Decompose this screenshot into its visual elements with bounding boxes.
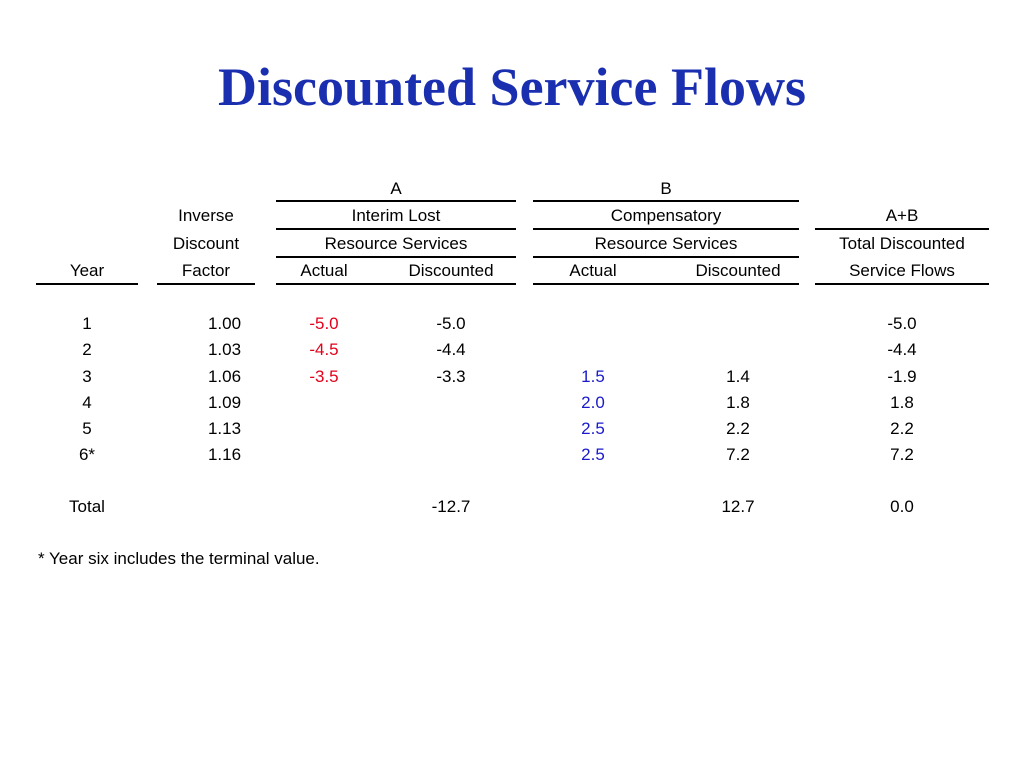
rule-a-sub2 xyxy=(276,256,516,258)
header-b-line1: Compensatory xyxy=(610,206,722,225)
cell-a-discounted: -4.4 xyxy=(436,340,466,359)
header-a-line2: Resource Services xyxy=(324,234,468,253)
rule-a-bottom xyxy=(276,283,516,285)
cell-b-actual: 2.5 xyxy=(581,419,605,438)
header-year: Year xyxy=(69,261,105,280)
cell-year: 1 xyxy=(82,314,92,333)
totals-b-discounted: 12.7 xyxy=(721,497,755,516)
rule-b-bottom xyxy=(533,283,799,285)
header-ab-line3: Service Flows xyxy=(849,261,955,280)
cell-b-actual: 1.5 xyxy=(581,367,605,386)
cell-factor: 1.03 xyxy=(207,340,242,359)
cell-total: 2.2 xyxy=(890,419,914,438)
header-b-discounted: Discounted xyxy=(695,261,781,280)
header-inverse: Inverse xyxy=(178,206,234,225)
rule-b-sub xyxy=(533,228,799,230)
cell-year: 5 xyxy=(82,419,92,438)
header-b-line2: Resource Services xyxy=(594,234,738,253)
cell-factor: 1.06 xyxy=(207,367,242,386)
header-a-actual: Actual xyxy=(300,261,348,280)
group-b-label: B xyxy=(660,179,672,198)
cell-total: 7.2 xyxy=(890,445,914,464)
cell-a-actual: -4.5 xyxy=(309,340,339,359)
cell-factor: 1.09 xyxy=(207,393,242,412)
cell-factor: 1.13 xyxy=(207,419,242,438)
footnote: * Year six includes the terminal value. xyxy=(38,549,320,568)
cell-b-discounted: 1.4 xyxy=(726,367,750,386)
cell-factor: 1.00 xyxy=(207,314,242,333)
rule-year xyxy=(36,283,138,285)
cell-a-actual: -3.5 xyxy=(309,367,339,386)
cell-year: 6* xyxy=(78,445,96,464)
totals-total: 0.0 xyxy=(890,497,914,516)
cell-factor: 1.16 xyxy=(207,445,242,464)
rule-factor xyxy=(157,283,255,285)
cell-total: 1.8 xyxy=(890,393,914,412)
header-discount: Discount xyxy=(172,234,240,253)
group-a-label: A xyxy=(390,179,402,198)
rule-b-sub2 xyxy=(533,256,799,258)
rule-ab-bottom xyxy=(815,283,989,285)
cell-b-actual: 2.5 xyxy=(581,445,605,464)
header-a-discounted: Discounted xyxy=(408,261,494,280)
rule-group-b xyxy=(533,200,799,202)
cell-total: -4.4 xyxy=(887,340,917,359)
header-ab-line1: A+B xyxy=(885,206,919,225)
header-factor: Factor xyxy=(181,261,231,280)
cell-total: -5.0 xyxy=(887,314,917,333)
cell-year: 4 xyxy=(82,393,92,412)
page-title: Discounted Service Flows xyxy=(218,57,806,117)
cell-a-discounted: -3.3 xyxy=(436,367,466,386)
rule-ab-sub xyxy=(815,228,989,230)
header-ab-line2: Total Discounted xyxy=(839,234,965,253)
rule-a-sub xyxy=(276,228,516,230)
rule-group-a xyxy=(276,200,516,202)
header-a-line1: Interim Lost xyxy=(351,206,441,225)
cell-year: 2 xyxy=(82,340,92,359)
header-b-actual: Actual xyxy=(569,261,617,280)
cell-a-discounted: -5.0 xyxy=(436,314,466,333)
cell-b-actual: 2.0 xyxy=(581,393,605,412)
cell-total: -1.9 xyxy=(887,367,917,386)
cell-b-discounted: 2.2 xyxy=(726,419,750,438)
cell-b-discounted: 7.2 xyxy=(726,445,750,464)
totals-label: Total xyxy=(69,497,105,516)
cell-a-actual: -5.0 xyxy=(309,314,339,333)
cell-b-discounted: 1.8 xyxy=(726,393,750,412)
totals-a-discounted: -12.7 xyxy=(431,497,471,516)
cell-year: 3 xyxy=(82,367,92,386)
